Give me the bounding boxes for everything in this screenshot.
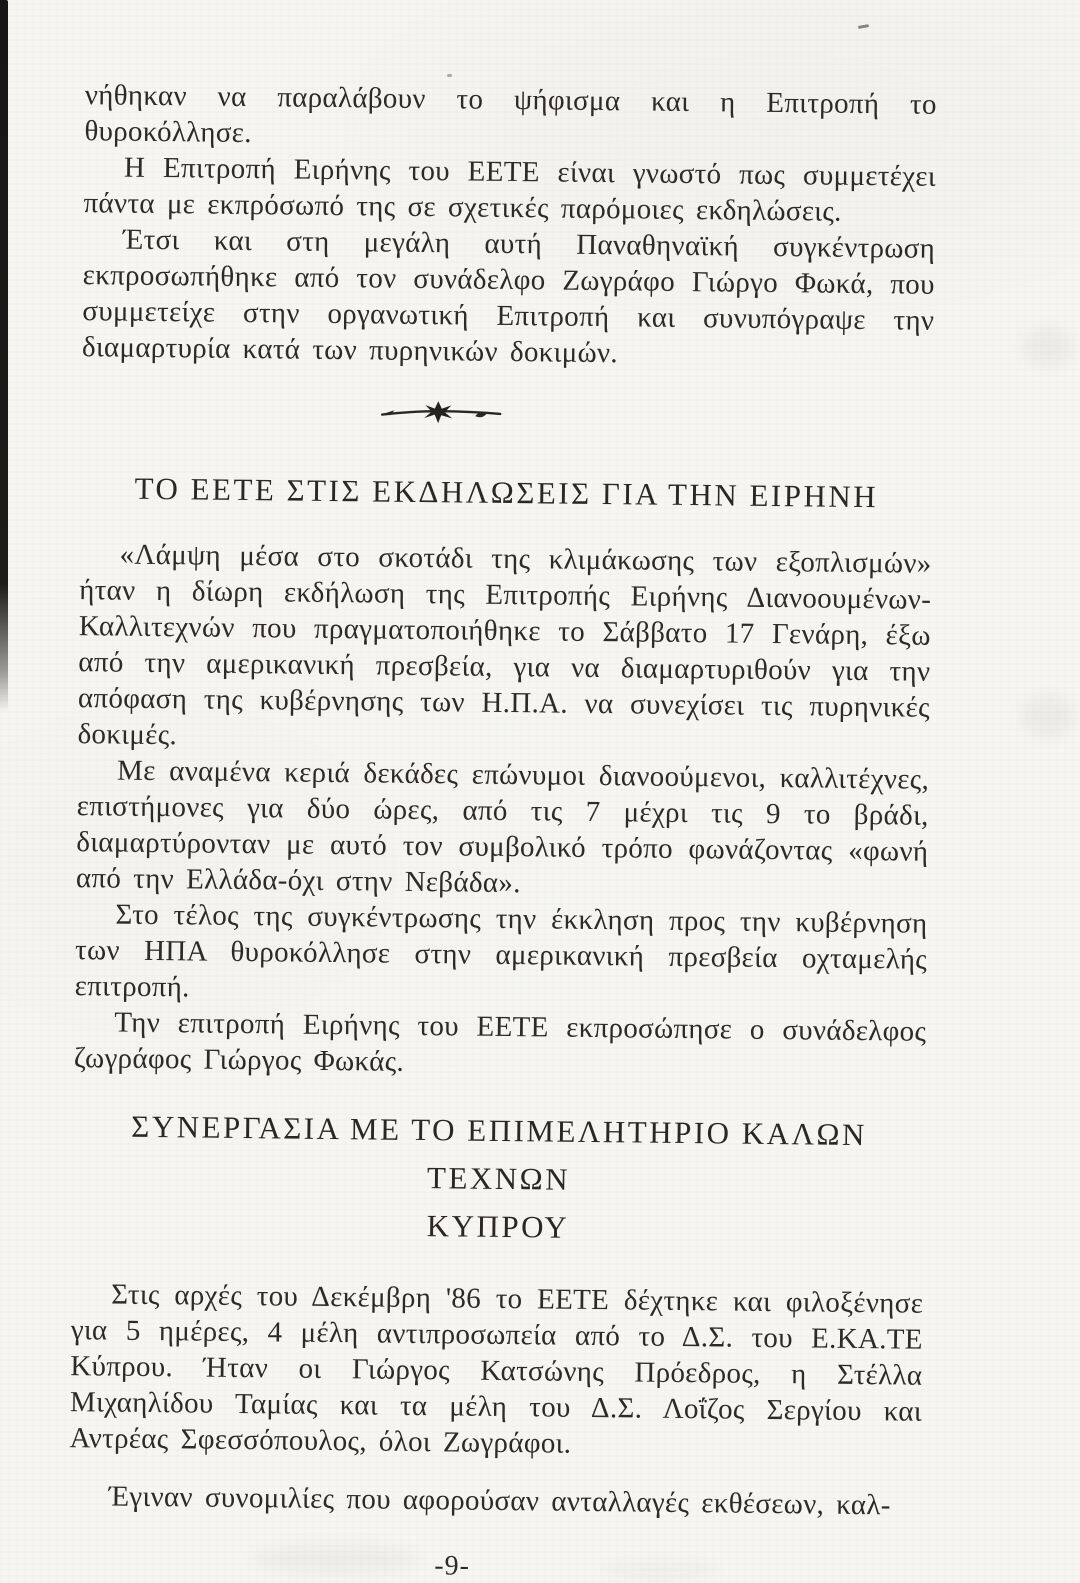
paragraph: «Λάμψη μέσα στο σκοτάδι της κλιμάκωσης των εξοπλισμών» ήταν η δίωρη εκδήλωση της Επιτροπής Ειρήνης Διανοουμένων-Καλλιτεχνών που πραγματοποιήθηκε το Σάββατο 17 Γενάρη, έξω από την αμερικανική πρεσβεία, για να διαμαρτυριθούν για την απόφαση της κυβέρνησης των Η.Π.Α. να συνεχίσει τις πυρηνικές δοκιμές. [77,538,932,752]
heading-line: ΚΥΠΡΟΥ [426,1208,570,1245]
section-heading-peace: ΤΟ ΕΕΤΕ ΣΤΙΣ ΕΚΔΗΛΩΣΕΙΣ ΓΙΑ ΤΗΝ ΕΙΡΗΝΗ [134,470,879,515]
scan-speck [858,24,869,29]
page-number: -9- [434,1550,471,1582]
scan-smudge [1020,694,1076,738]
section-heading-cyprus [72,1102,926,1256]
scan-edge-bar [0,0,8,712]
page-text-block [68,77,937,1583]
paragraph: Με αναμένα κεριά δεκάδες επώνυμοι διανοούμενοι, καλλιτέχνες, επιστήμονες για δύο ώρες, από τις 7 μέχρι τις 9 το βράδι, διαμαρτύρονταν με αυτό τον συμβολικό τρόπο φωνάζοντας «φωνή από την Ελλάδα-όχι στην Νεβάδα». [75,754,930,900]
scan-smudge [1022,328,1074,368]
scan-speck [447,74,452,77]
paragraph: Έτσι και στη μεγάλη αυτή Παναθηναϊκή συγκέντρωση εκπροσωπήθηκε από τον συνάδελφο Ζωγράφο Γιώργο Φωκά, που συμμετείχε στην οργανωτική Επιτροπή και συνυπόγραψε την διαμαρτυρία κατά των πυρηνικών δοκιμών. [81,223,936,370]
paragraph: Την επιτροπή Ειρήνης του ΕΕΤΕ εκπροσώπησε ο συνάδελφος ζωγράφος Γιώργος Φωκάς. [73,1006,927,1078]
paragraph-continuation-out: Έγιναν συνομιλίες που αφορούσαν ανταλλαγές εκθέσεων, καλ- [108,1480,891,1522]
paragraph-continuation: νήθηκαν να παραλάβουν το ψήφισμα και η Επιτροπή το θυροκόλλησε. [84,79,937,150]
paragraph: Η Επιτροπή Ειρήνης του ΕΕΤΕ είναι γνωστό πως συμμετέχει πάντα με εκπρόσωπό της σε σχετικές παρόμοιες εκδηλώσεις. [83,151,937,228]
paragraph: Στο τέλος της συγκέντρωσης την έκκληση προς την κυβέρνηση των ΗΠΑ θυροκόλλησε στην αμερικανική πρεσβεία οχταμελής επιτροπή. [74,898,928,1004]
divider-star-rule-icon [379,399,503,426]
paragraph: Στις αρχές του Δεκέμβρη '86 το ΕΕΤΕ δέχτηκε και φιλοξένησε για 5 ημέρες, 4 μέλη αντιπροσωπεία από το Δ.Σ. του Ε.ΚΑ.ΤΕ Κύπρου. Ήταν οι Γιώργος Κατσώνης Πρόεδρος, η Στέλλα Μιχαηλίδου Ταμίας και τα μέλη του Δ.Σ. Λοΐζος Σεργίου και Αντρέας Σφεσσόπουλος, όλοι Ζωγράφοι. [69,1278,924,1460]
heading-line: ΣΥΝΕΡΓΑΣΙΑ ΜΕ ΤΟ ΕΠΙΜΕΛΗΤΗΡΙΟ ΚΑΛΩΝ ΤΕΧΝΩΝ [131,1108,868,1197]
